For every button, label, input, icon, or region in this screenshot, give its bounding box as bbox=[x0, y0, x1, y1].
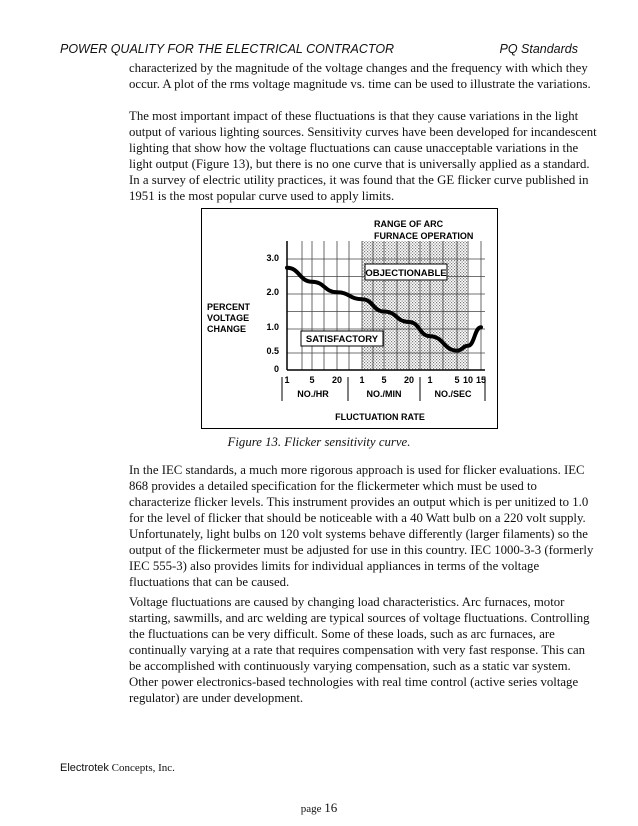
flicker-curve-figure bbox=[201, 208, 498, 429]
satisfactory-label: SATISFACTORY bbox=[305, 334, 379, 345]
paragraph-text: In the IEC standards, a much more rigorous approach is used for flicker evaluations. IEC 868 provides a detailed specification for the flickermeter which must be used to characterize flicker levels. This instrument provides an output which is per unitized to 1.0 for the level of flicker that should be noticeable with a 40 Watt bulb on a 220 volt supply. Unfortunately, light bulbs on 120 volt systems behave differently (larger filaments) so the output of the flickermeter must be adjusted for use in this country. IEC 1000-3-3 (formerly IEC 555-3) also provides limits for individual appliances in terms of the voltage fluctuations that can be caused. bbox=[129, 463, 594, 589]
y-axis-label-line2: VOLTAGE bbox=[207, 313, 250, 323]
paragraph-text: characterized by the magnitude of the voltage changes and the frequency with which they occur. A plot of the rms voltage magnitude vs. time can be used to illustrate the variations. bbox=[129, 61, 591, 91]
paragraph-text: The most important impact of these fluctuations is that they cause variations in the light output of various lighting sources. Sensitivity curves have been developed for incandescent lighting that show how the voltage fluctuations can cause unacceptable variations in the light output (Figure 13), but there is no one curve that is universally applied as a standard. In a survey of electric utility practices, it was found that the GE flicker curve published in 1951 is the most popular curve used to apply limits. bbox=[129, 109, 597, 203]
paragraph-text: Voltage fluctuations are caused by changing load characteristics. Arc furnaces, motor starting, sawmills, and arc welding are typical sources of voltage fluctuations. Controlling the fluctuations can be very difficult. Some of these loads, such as arc furnaces, are continually varying at a rate that requires compensation with very fast response. This can be accomplished with continuously varying compensation, such as a static var system. Other power electronics-based technologies with real time control (active series voltage regulator) are under development. bbox=[129, 595, 590, 705]
unit-label-per-second: NO./SEC bbox=[434, 389, 472, 399]
x-tick-label: 10 bbox=[462, 375, 474, 385]
unit-label-per-minute: NO./MIN bbox=[366, 389, 402, 399]
footer-company-suffix: Concepts, Inc. bbox=[108, 762, 175, 774]
y-tick-label: 0 bbox=[273, 364, 279, 374]
x-tick-label: 20 bbox=[331, 375, 343, 385]
x-tick-label: 5 bbox=[309, 375, 315, 385]
paragraph-2 bbox=[129, 108, 599, 204]
range-label-line1: RANGE OF ARC bbox=[374, 219, 444, 229]
x-tick-label: 15 bbox=[475, 375, 487, 385]
paragraph-4 bbox=[129, 594, 599, 706]
x-tick-label: 20 bbox=[403, 375, 415, 385]
y-axis-label-line1: PERCENT bbox=[207, 302, 251, 312]
x-tick-label: 1 bbox=[284, 375, 290, 385]
y-tick-label: 2.0 bbox=[266, 287, 279, 297]
x-tick-label: 5 bbox=[454, 375, 460, 385]
y-tick-label: 0.5 bbox=[266, 346, 279, 356]
y-tick-label: 3.0 bbox=[266, 253, 279, 263]
page-number-value: 16 bbox=[324, 800, 338, 815]
paragraph-1 bbox=[129, 60, 599, 92]
flicker-curve-chart bbox=[202, 209, 497, 428]
unit-label-per-hour: NO./HR bbox=[297, 389, 329, 399]
x-tick-label: 1 bbox=[427, 375, 433, 385]
objectionable-label: OBJECTIONABLE bbox=[365, 268, 447, 279]
x-tick-label: 5 bbox=[381, 375, 387, 385]
footer-brand: Electrotek bbox=[60, 762, 109, 774]
x-axis-title: FLUCTUATION RATE bbox=[335, 412, 425, 422]
page-label: page bbox=[300, 803, 325, 815]
page-number bbox=[0, 800, 638, 816]
running-header-title: POWER QUALITY FOR THE ELECTRICAL CONTRACTOR bbox=[60, 42, 395, 56]
range-label-line2: FURNACE OPERATION bbox=[374, 231, 474, 241]
running-header-section: PQ Standards bbox=[499, 42, 578, 56]
y-tick-label: 1.0 bbox=[266, 322, 279, 332]
y-axis-label-line3: CHANGE bbox=[207, 324, 247, 334]
figure-caption: Figure 13. Flicker sensitivity curve. bbox=[227, 435, 411, 449]
x-tick-label: 1 bbox=[359, 375, 365, 385]
paragraph-3 bbox=[129, 462, 599, 590]
footer-company bbox=[60, 762, 175, 774]
